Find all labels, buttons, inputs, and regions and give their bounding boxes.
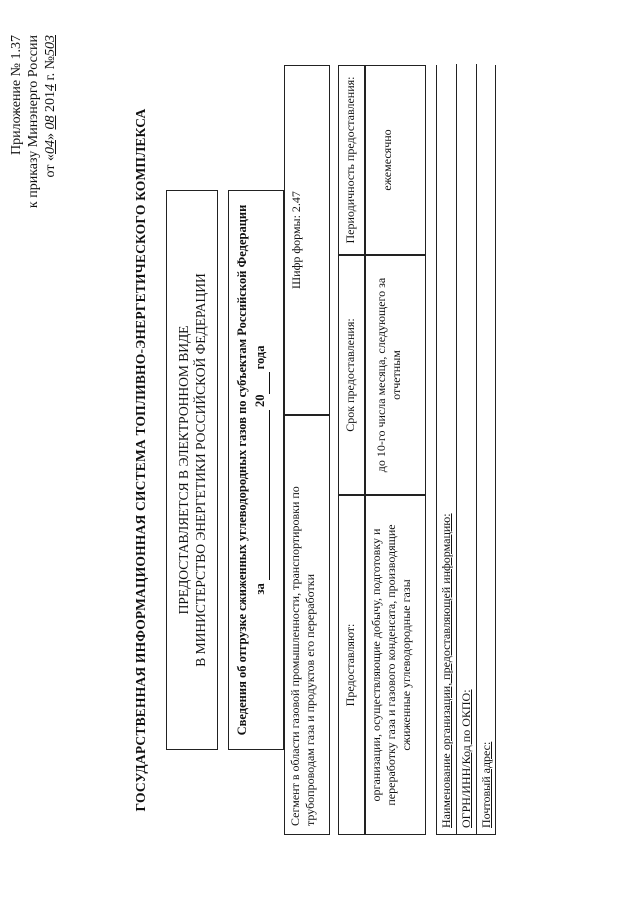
org-name-row[interactable] [437, 64, 457, 834]
ogrn-label: ОГРН/ИНН/Код по ОКПО: [459, 689, 473, 828]
value-frequency: ежемесячно [365, 65, 426, 255]
ogrn-row[interactable] [457, 64, 477, 834]
report-period: за 20 года [251, 191, 270, 749]
electronic-submission-box [166, 190, 218, 750]
year-blank[interactable] [251, 372, 270, 394]
value-providers: организации, осуществляющие добычу, подготовку и переработку газа и газового конденсата, производящие сжиженные углеводородные газы [365, 495, 426, 835]
electronic-line-1: ПРЕДОСТАВЛЯЕТСЯ В ЭЛЕКТРОННОМ ВИДЕ [176, 325, 191, 615]
address-label: Почтовый адрес: [479, 741, 493, 828]
annex-number: Приложение № 1.37 [9, 35, 24, 155]
header-frequency: Периодичность предоставления: [338, 65, 365, 255]
annex-block [8, 35, 59, 305]
report-title-box [228, 190, 284, 750]
period-blank[interactable] [251, 410, 270, 580]
report-title: Сведения об отгрузке сжиженных углеводородных газов по субъектам Российской Федерации [235, 204, 249, 736]
electronic-line-2: В МИНИСТЕРСТВО ЭНЕРГЕТИКИ РОССИЙСКОЙ ФЕДЕРАЦИИ [193, 273, 208, 667]
org-name-label: Наименование организации, предоставляющей информацию: [439, 513, 453, 828]
annex-day: 04 [43, 140, 58, 155]
submission-grid [338, 65, 426, 835]
annex-order: к приказу Минэнерго России [26, 35, 41, 209]
header-deadline: Срок предоставления: [338, 255, 365, 495]
segment-row [284, 65, 330, 835]
annex-date: от «04» 08 2014 г. №503 [43, 35, 58, 178]
annex-year: 4 [43, 84, 58, 92]
value-deadline: до 10-го числа месяца, следующего за отчетным [365, 255, 426, 495]
system-title: ГОСУДАРСТВЕННАЯ ИНФОРМАЦИОННАЯ СИСТЕМА ТОПЛИВНО-ЭНЕРГЕТИЧЕСКОГО КОМПЛЕКСА [133, 108, 148, 812]
header-providers: Предоставляют: [338, 495, 365, 835]
annex-order-number: 503 [43, 35, 58, 56]
organization-details [436, 65, 496, 835]
segment-text: Сегмент в области газовой промышленности, транспортировки по трубопроводам газа и продуктов его переработки [284, 415, 330, 835]
annex-month: 08 [43, 115, 58, 130]
form-code: Шифр формы: 2.47 [284, 65, 330, 415]
address-row[interactable] [477, 64, 497, 834]
